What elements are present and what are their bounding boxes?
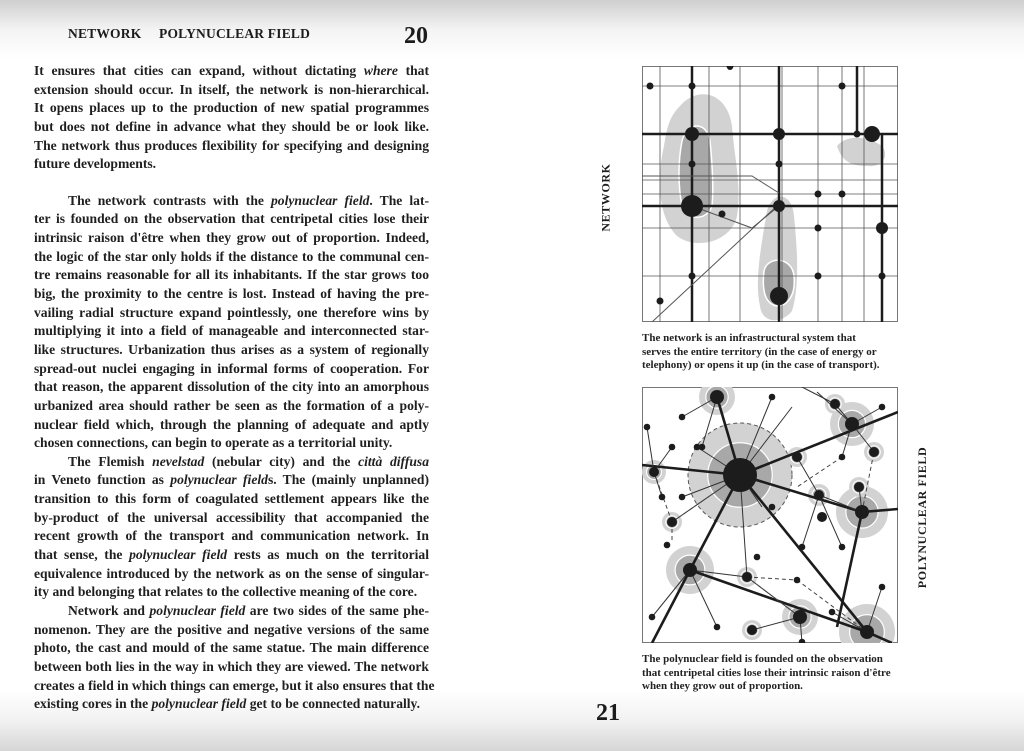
emphasis: polynuclear field xyxy=(270,192,370,208)
running-head xyxy=(68,26,324,42)
body-line: big, the proximity to the centre is lost. Instead of having the pre- xyxy=(34,286,429,302)
hub-node xyxy=(723,458,757,492)
network-node xyxy=(815,191,822,198)
caption-line: The polynuclear field is founded on the observation xyxy=(642,653,883,665)
body-line: ity and belonging that relates to the collective meaning of the core. xyxy=(34,584,418,600)
caption-line: serves the entire territory (in the case of energy or xyxy=(642,345,877,358)
body-line: equivalence introduced by the network as on the sense of singular- xyxy=(34,565,429,581)
body-line: by-product of the universal accessibility that accompanied the xyxy=(34,509,429,525)
network-node xyxy=(719,211,726,218)
hub-node xyxy=(710,390,724,404)
network-node xyxy=(815,273,822,280)
hub-node xyxy=(793,610,807,624)
emphasis: nevelstad xyxy=(152,453,205,469)
polynuclear-diagram xyxy=(642,387,898,643)
body-line: that sense, the polynuclear field rests as much on the territorial xyxy=(34,547,429,563)
node xyxy=(829,609,836,616)
network-node xyxy=(773,128,785,140)
body-line: chosen connections, can begin to operate as a territorial unity. xyxy=(34,435,393,451)
node xyxy=(659,494,666,501)
node xyxy=(817,512,827,522)
network-caption xyxy=(642,332,880,373)
body-line: nomenon. They are the positive and negative versions of the same xyxy=(34,621,429,637)
network-node xyxy=(839,191,846,198)
network-node xyxy=(854,131,861,138)
node xyxy=(679,414,686,421)
body-text xyxy=(34,62,435,714)
network-node xyxy=(773,200,785,212)
node xyxy=(669,444,676,451)
network-node xyxy=(876,222,888,234)
figure-label-network: NETWORK xyxy=(598,163,613,232)
body-line: The Flemish nevelstad (nebular city) and the città diffusa xyxy=(68,453,429,469)
hub-node xyxy=(860,625,874,639)
emphasis: polynuclear field xyxy=(170,472,268,488)
network-node xyxy=(689,161,696,168)
node xyxy=(649,467,659,477)
network-node xyxy=(657,298,664,305)
node xyxy=(879,584,886,591)
network-node xyxy=(815,225,822,232)
emphasis: città diffusa xyxy=(358,453,429,469)
caption-line: telephony) or opens it up (in the case of transport). xyxy=(642,359,880,371)
body-line: ter is founded on the observation that centripetal cities lose their xyxy=(34,211,429,227)
node xyxy=(799,544,806,551)
network-node xyxy=(689,273,696,280)
body-line: recent growth of the transport and communication network. In xyxy=(34,528,429,544)
body-line: intrinsic raison d'être when they grow out of proportion. Indeed, xyxy=(34,230,429,246)
body-line: nuclear field which, through the planning of adequate and aptly xyxy=(34,416,429,432)
node xyxy=(714,624,721,631)
figure-label-polynuclear: POLYNUCLEAR FIELD xyxy=(915,446,930,589)
node xyxy=(747,625,757,635)
network-node xyxy=(770,287,788,305)
body-line: The network contrasts with the polynuclear field. The lat- xyxy=(68,192,429,208)
node xyxy=(794,577,801,584)
network-node xyxy=(647,83,654,90)
node xyxy=(854,482,864,492)
body-line: It ensures that cities can expand, without dictating where that xyxy=(34,63,429,78)
emphasis: where xyxy=(363,63,398,78)
emphasis: polynuclear field xyxy=(149,602,246,618)
network-diagram-svg xyxy=(642,66,898,322)
caption-line: that centripetal cities lose their intrinsic raison d'être xyxy=(642,666,891,679)
paragraph-gap xyxy=(34,174,429,192)
node xyxy=(742,572,752,582)
network-node xyxy=(879,273,886,280)
emphasis: polynuclear field xyxy=(151,696,247,712)
running-head-network: NETWORK xyxy=(68,26,142,41)
body-line: The network thus produces flexibility for specifying and designing xyxy=(34,137,429,153)
body-line: multiplying it into a field of manageable and interconnected star- xyxy=(34,323,429,339)
network-diagram xyxy=(642,66,898,322)
body-line: that reason, the apparent dissolution of the city into an amorphous xyxy=(34,379,429,395)
node xyxy=(769,394,776,401)
node xyxy=(769,504,776,511)
node xyxy=(869,447,879,457)
body-line: extension should occur. In itself, the network is non-hierarchical. xyxy=(34,81,429,97)
node xyxy=(664,542,671,549)
network-node xyxy=(839,83,846,90)
emphasis: polynuclear field xyxy=(129,547,228,563)
node xyxy=(814,490,824,500)
hub-node xyxy=(683,563,697,577)
body-line: creates a field in which things can emerge, but it also ensures that the xyxy=(34,677,435,693)
node xyxy=(792,452,802,462)
network-node xyxy=(681,195,703,217)
polynuclear-diagram-svg xyxy=(642,387,898,643)
body-line: future developments. xyxy=(34,156,157,172)
body-line: in Veneto function as polynuclear fields. The (mainly unplanned) xyxy=(34,472,430,488)
body-line: spread-out nuclei engaging in informal forms of cooperation. For xyxy=(34,360,429,376)
node xyxy=(644,424,651,431)
network-node xyxy=(864,126,880,142)
caption-line: The network is an infrastructural system that xyxy=(642,332,856,344)
hub-node xyxy=(855,505,869,519)
page-number-left: 20 xyxy=(404,23,428,49)
node xyxy=(839,544,846,551)
node xyxy=(839,454,846,461)
body-line: photo, the cast and mould of the same statue. The main difference xyxy=(34,640,429,656)
body-line: tre remains reasonable for all its inhabitants. If the star grows too xyxy=(34,267,429,283)
node xyxy=(679,494,686,501)
node xyxy=(830,399,840,409)
body-line: but does not define in advance what they should be or look like. xyxy=(34,118,429,134)
node xyxy=(667,517,677,527)
node xyxy=(649,614,656,621)
network-node xyxy=(689,83,696,90)
node xyxy=(754,554,761,561)
body-line: transition to this form of coagulated settlement appears like the xyxy=(34,491,429,507)
node xyxy=(879,404,886,411)
body-line: between both lies in the way in which they are viewed. The network xyxy=(34,658,429,674)
body-line: the logic of the star only holds if the distance to the communal cen- xyxy=(34,248,429,264)
polynuclear-caption xyxy=(642,653,891,694)
network-node xyxy=(776,161,783,168)
page-number-right: 21 xyxy=(596,700,620,726)
hub-node xyxy=(845,417,859,431)
body-line: urbanized area should rather be seen as the formation of a poly- xyxy=(34,397,429,413)
caption-line: when they grow out of proportion. xyxy=(642,680,803,692)
node xyxy=(694,444,701,451)
body-line: Network and polynuclear field are two sides of the same phe- xyxy=(68,602,429,618)
body-line: It opens places up to the production of new spatial programmes xyxy=(34,100,429,116)
body-line: like structures. Urbanization thus arises as a system of regionally xyxy=(34,341,429,357)
body-line: vailing radial structure expand pointlessly, one therefore wins by xyxy=(34,304,429,320)
network-node xyxy=(685,127,699,141)
body-line: existing cores in the polynuclear field get to be connected naturally. xyxy=(34,696,421,712)
running-head-polynuclear: POLYNUCLEAR FIELD xyxy=(159,26,311,41)
